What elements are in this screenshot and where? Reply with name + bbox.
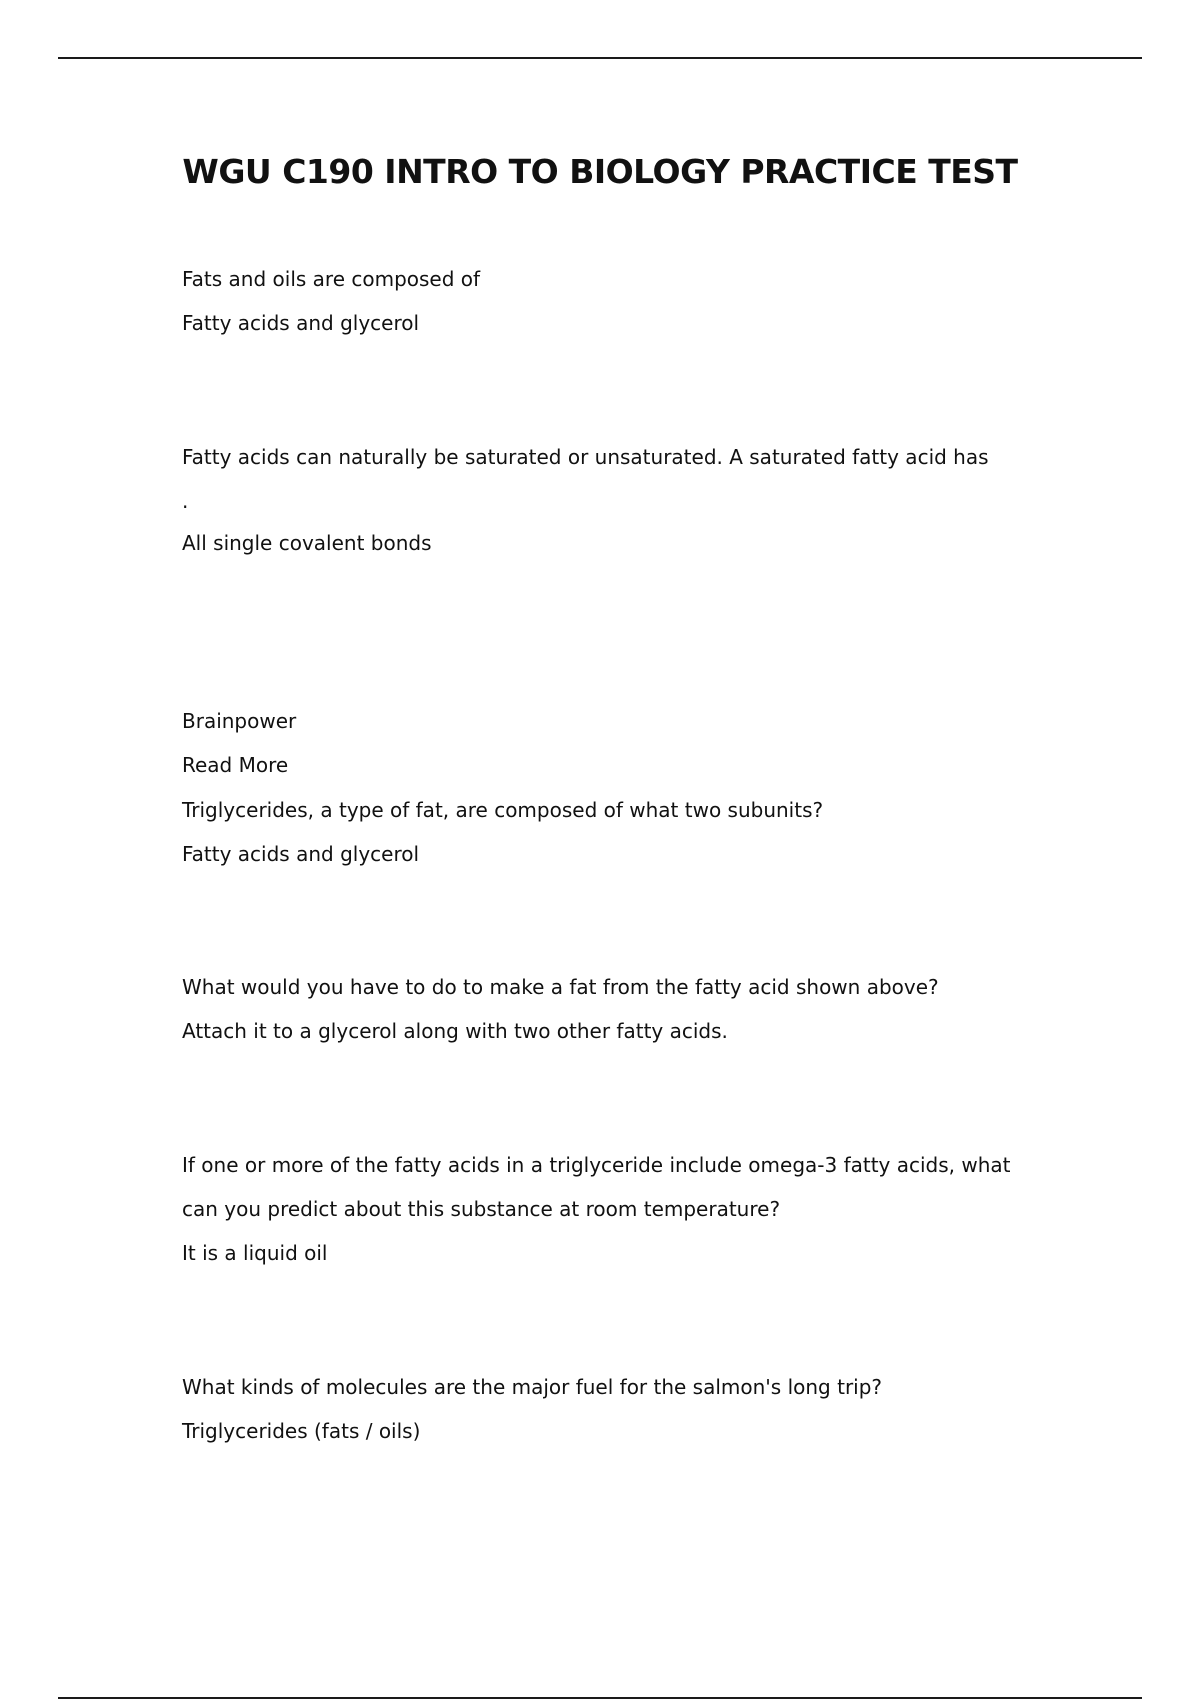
bottom-rule — [58, 1697, 1142, 1699]
answer-text: It is a liquid oil — [182, 1241, 328, 1265]
read-more-text: Read More — [182, 753, 289, 777]
question-text: Fats and oils are composed of — [182, 267, 481, 291]
question-text: Fatty acids can naturally be saturated or unsaturated. A saturated fatty acid has — [182, 445, 989, 469]
page-title: WGU C190 INTRO TO BIOLOGY PRACTICE TEST — [182, 152, 1018, 191]
answer-text: Fatty acids and glycerol — [182, 842, 420, 866]
question-text: Triglycerides, a type of fat, are composed of what two subunits? — [182, 798, 824, 822]
question-text: If one or more of the fatty acids in a triglyceride include omega-3 fatty acids, what — [182, 1153, 1011, 1177]
answer-text: Fatty acids and glycerol — [182, 311, 420, 335]
top-rule — [58, 57, 1142, 59]
question-text: . — [182, 489, 189, 513]
brainpower-label: Brainpower — [182, 709, 297, 733]
question-text: What kinds of molecules are the major fuel for the salmon's long trip? — [182, 1375, 883, 1399]
answer-text: Attach it to a glycerol along with two other fatty acids. — [182, 1019, 728, 1043]
answer-text: All single covalent bonds — [182, 531, 432, 555]
answer-text: Triglycerides (fats / oils) — [182, 1419, 421, 1443]
question-text: What would you have to do to make a fat from the fatty acid shown above? — [182, 975, 939, 999]
question-text: can you predict about this substance at room temperature? — [182, 1197, 781, 1221]
